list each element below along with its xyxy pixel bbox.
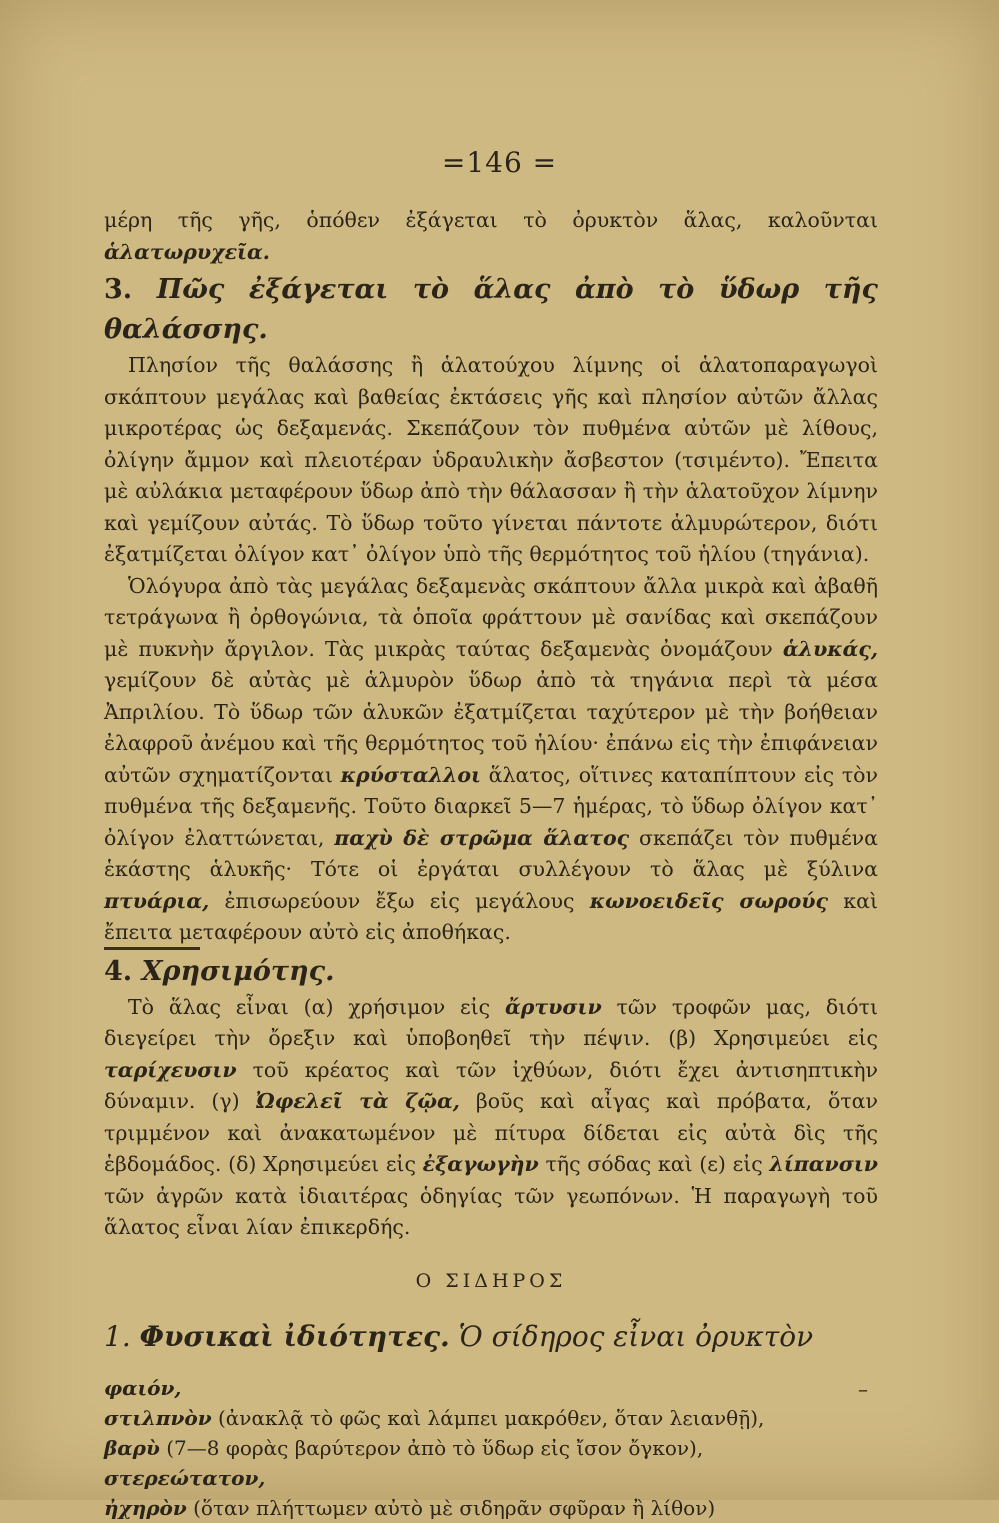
section-4-title: Χρησιμότης.	[141, 955, 335, 987]
property-term: φαιόν,	[104, 1376, 182, 1400]
page-number: =146 =	[441, 146, 558, 179]
property-term: στερεώτατον,	[104, 1466, 266, 1490]
section-3-heading	[104, 270, 878, 350]
iron-properties-list	[104, 1373, 878, 1523]
term-ptyaria: πτυάρια,	[104, 888, 210, 913]
property-text: (ὅταν πλήττωμεν αὐτὸ μὲ σιδηρᾶν σφῦραν ἢ λίθον)	[186, 1496, 716, 1520]
list-item	[104, 1493, 878, 1523]
section-3-number: 3.	[104, 274, 133, 305]
list-item	[104, 1403, 878, 1433]
text-run: σκεπάζει τὸν πυθμένα ἑκάστης ἁλυκῆς· Τότε οἱ ἐργάται συλλέγουν τὸ ἅλας μὲ ξύλινα	[104, 825, 878, 881]
section-4-heading	[104, 952, 878, 992]
intro-term: ἁλατωρυχεῖα.	[104, 239, 270, 264]
text-run: Ὁλόγυρα ἀπὸ τὰς μεγάλας δεξαμενὰς σκάπτουν ἄλλα μικρὰ καὶ ἀβαθῆ τετράγωνα ἢ ὀρθογώνια, τὰ ὁποῖα φράττουν μὲ σανίδας καὶ σκεπάζουν μὲ πυκνὴν ἄργιλον. Τὰς μικρὰς ταύτας δεξαμενὰς ὀνομάζουν	[104, 573, 878, 661]
section-3-paragraph-1: Πλησίον τῆς θαλάσσης ἢ ἁλατούχου λίμνης οἱ ἁλατοπαραγωγοὶ σκάπτουν μεγάλας καὶ βαθείας ἐκτάσεις γῆς καὶ πλησίον αὐτῶν ἄλλας μικροτέρας ὡς δεξαμενάς. Σκεπάζουν τὸν πυθμένα αὐτῶν μὲ λίθους, ὀλίγην ἄμμον καὶ πλειοτέραν ὑδραυλικὴν ἄσβεστον (τσιμέντο). Ἔπειτα μὲ αὐλάκια μεταφέρουν ὕδωρ ἀπὸ τὴν θάλασσαν ἢ τὴν ἁλατοῦχον λίμνην καὶ γεμίζουν αὐτάς. Τὸ ὕδωρ τοῦτο γίνεται πάντοτε ἁλμυρώτερον, διότι ἐξατμίζεται ὀλίγον κατ᾽ ὀλίγον ὑπὸ τῆς θερμότητος τοῦ ἡλίου (τηγάνια).	[104, 353, 878, 566]
property-term: ἠχηρὸν	[104, 1496, 187, 1520]
term-alykas: ἁλυκάς,	[782, 636, 878, 661]
text-run: γεμίζουν δὲ αὐτὰς μὲ ἁλμυρὸν ὕδωρ ἀπὸ τὰ τηγάνια περὶ τὰ μέσα Ἀπριλίου. Τὸ ὕδωρ τῶν ἁλυκῶν ἐξατμίζεται ταχύτερον μὲ τὴν βοήθειαν ἐλαφροῦ ἀνέμου καὶ τῆς θερμότητος τοῦ ἡλίου· ἐπάνω εἰς τὴν ἐπιφάνειαν αὐτῶν σχηματίζονται	[104, 668, 878, 787]
term-ofelei: Ὠφελεῖ τὰ ζῷα,	[255, 1089, 460, 1113]
iron-section-title: Ο ΣΙΔΗΡΟΣ	[415, 1269, 567, 1292]
term-lipansis: λίπανσιν	[769, 1152, 879, 1176]
intro-text: μέρη τῆς γῆς, ὁπόθεν ἐξάγεται τὸ ὀρυκτὸν ἅλας, καλοῦνται	[104, 208, 878, 232]
list-item	[104, 1463, 878, 1493]
text-run: βοῦς καὶ αἶγας καὶ πρόβατα, ὅταν τριμμένον καὶ ἀνακατωμένον μὲ πίτυρα δίδεται εἰς αὐτὰ δὶς τῆς ἑβδομάδος. (δ) Χρησιμεύει εἰς	[104, 1089, 878, 1176]
iron-heading	[104, 1315, 878, 1359]
term-stroma: παχὺ δὲ στρῶμα ἅλατος	[334, 825, 630, 850]
section-3-paragraph-2	[104, 571, 878, 949]
property-term: βαρὺ	[104, 1436, 160, 1460]
text-run: τῆς σόδας καὶ (ε) εἰς	[538, 1152, 770, 1176]
section-4-number: 4.	[104, 955, 133, 987]
list-item	[104, 1433, 878, 1463]
term-artysis: ἄρτυσιν	[504, 994, 602, 1019]
term-exagogi: ἐξαγωγὴν	[422, 1152, 539, 1176]
text-run: ἅλατος, οἵτινες καταπίπτουν εἰς τὸν πυθμένα τῆς δεξαμενῆς. Τοῦτο διαρκεῖ 5—7 ἡμέρας, τὸ ὕδωρ ὀλίγον κατ᾽ ὀλίγον ἐλαττώνεται,	[104, 762, 878, 850]
section-4-paragraph	[104, 992, 878, 1244]
iron-heading-bold: Φυσικαὶ ἰδιότητες.	[139, 1320, 450, 1353]
term-krystalloi: κρύσταλλοι	[340, 762, 481, 787]
section-3-title: Πῶς ἐξάγεται τὸ ἅλας ἀπὸ τὸ ὕδωρ τῆς θαλάσσης.	[104, 274, 878, 345]
term-taricheusis: ταρίχευσιν	[104, 1057, 237, 1082]
property-text: (ἀνακλᾷ τὸ φῶς καὶ λάμπει μακρόθεν, ὅταν λειανθῇ),	[211, 1406, 765, 1430]
iron-heading-number: 1.	[104, 1320, 131, 1353]
text-run: ἐπισωρεύουν ἔξω εἰς μεγάλους	[209, 888, 590, 913]
text-run: Τὸ ἅλας εἶναι (α) χρήσιμον εἰς	[128, 994, 505, 1019]
trailing-dash-mark: –	[858, 1377, 868, 1401]
text-run: τοῦ κρέατος καὶ τῶν ἰχθύων, διότι ἔχει ἀντισηπτικὴν δύναμιν. (γ)	[104, 1057, 878, 1113]
text-run: καὶ ἔπειτα μεταφέρουν αὐτὸ εἰς ἀποθήκας.	[104, 888, 878, 944]
property-term: στιλπνὸν	[104, 1406, 212, 1430]
property-text: (7—8 φορὰς βαρύτερον ἀπὸ τὸ ὕδωρ εἰς ἴσον ὄγκον),	[159, 1436, 704, 1460]
intro-paragraph	[104, 205, 878, 268]
text-run: τῶν τροφῶν μας, διότι διεγείρει τὴν ὄρεξιν καὶ ὑποβοηθεῖ τὴν πέψιν. (β) Χρησιμεύει εἰς	[104, 994, 878, 1050]
body-text	[104, 205, 878, 1523]
term-soroi: κωνοειδεῖς σωρούς	[589, 888, 829, 913]
text-run: τῶν ἀγρῶν κατὰ ἰδιαιτέρας ὁδηγίας τῶν γεωπόνων. Ἡ παραγωγὴ τοῦ ἅλατος εἶναι λίαν ἐπικερδής.	[104, 1183, 878, 1239]
iron-heading-rest: Ὁ σίδηρος εἶναι ὀρυκτὸν	[449, 1320, 814, 1353]
list-item	[104, 1373, 878, 1403]
